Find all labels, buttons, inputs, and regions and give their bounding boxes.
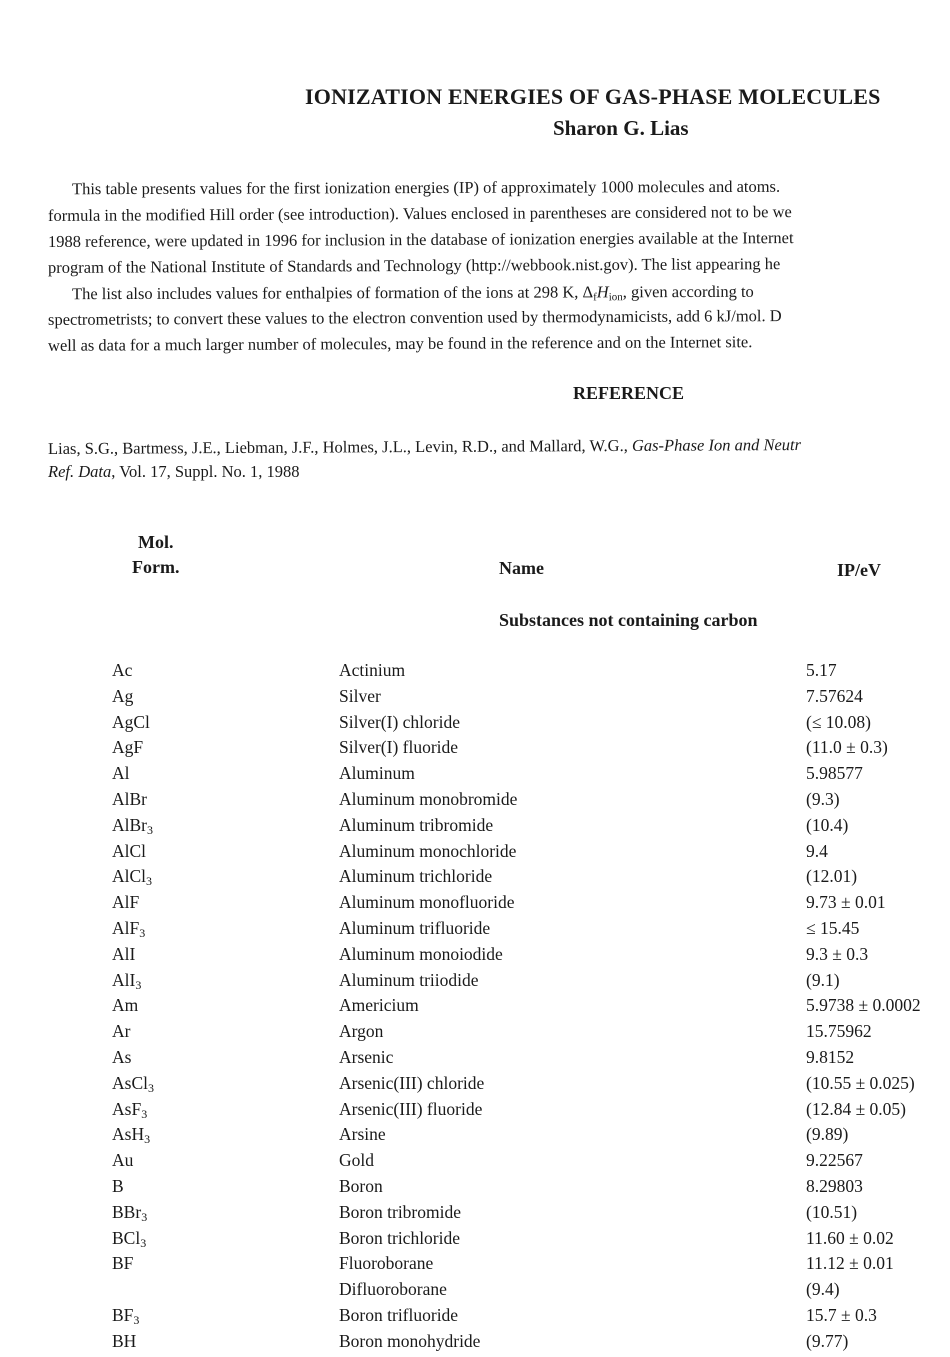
- formula-cell: [112, 1253, 133, 1274]
- ip-cell: 11.60 ± 0.02: [806, 1227, 894, 1248]
- formula-cell: [112, 1021, 130, 1042]
- name-cell: Boron trifluoride: [339, 1304, 459, 1325]
- reference-journal: Ref. Data: [48, 462, 112, 481]
- formula-cell: [112, 686, 133, 707]
- formula-base: Al: [112, 763, 130, 784]
- name-cell: Aluminum monofluoride: [339, 892, 515, 913]
- data-table: [0, 660, 950, 1357]
- enthalpy-symbol: H: [596, 282, 609, 302]
- table-row: [0, 995, 950, 1021]
- table-row: [0, 970, 950, 996]
- formula-subscript: 3: [147, 1080, 154, 1095]
- formula-cell: [112, 995, 138, 1016]
- name-cell: Aluminum triiodide: [339, 969, 479, 990]
- formula-cell: [112, 1099, 147, 1120]
- formula-base: Au: [112, 1150, 134, 1171]
- name-cell: Silver(I) chloride: [339, 711, 460, 732]
- formula-cell: [112, 763, 130, 784]
- formula-base: BCl: [112, 1227, 141, 1248]
- reference-volume: , Vol. 17, Suppl. No. 1, 1988: [111, 462, 300, 481]
- intro-line: formula in the modified Hill order (see introduction). Values enclosed in parentheses are considered not to be we: [47, 202, 792, 225]
- ip-cell: (12.01): [806, 866, 858, 887]
- ip-cell: 9.22567: [806, 1150, 863, 1171]
- enthalpy-subscript: ion: [608, 291, 623, 304]
- formula-cell: [112, 1150, 133, 1171]
- formula-base: AlI: [112, 943, 136, 964]
- formula-cell: [112, 866, 152, 887]
- intro-line: 1988 reference, were updated in 1996 for inclusion in the database of ionization energies available at the Internet: [47, 228, 794, 251]
- name-cell: Silver(I) fluoride: [339, 737, 459, 758]
- formula-subscript: 3: [146, 874, 153, 889]
- column-header-name: Name: [499, 558, 544, 578]
- formula-base: Ar: [112, 1021, 131, 1042]
- name-cell: Aluminum: [339, 763, 415, 784]
- table-row: [0, 1150, 950, 1176]
- ip-cell: 9.8152: [806, 1046, 855, 1067]
- formula-cell: [112, 1047, 131, 1068]
- section-heading: Substances not containing carbon: [499, 610, 758, 630]
- ip-cell: ≤ 15.45: [806, 917, 860, 938]
- name-cell: Difluoroborane: [339, 1279, 447, 1300]
- table-row: [0, 1176, 950, 1202]
- name-cell: Americium: [339, 995, 419, 1016]
- table-row: [0, 686, 950, 712]
- ip-cell: (10.51): [806, 1201, 858, 1222]
- formula-base: AlI: [112, 969, 136, 990]
- formula-cell: [112, 970, 141, 991]
- table-row: [0, 918, 950, 944]
- name-cell: Argon: [339, 1021, 384, 1042]
- formula-cell: [112, 1305, 139, 1326]
- ip-cell: 15.75962: [806, 1021, 872, 1042]
- formula-cell: [112, 944, 135, 965]
- formula-base: AgF: [112, 737, 144, 758]
- table-row: [0, 1073, 950, 1099]
- formula-base: B: [112, 1175, 124, 1196]
- formula-cell: [112, 1331, 136, 1352]
- intro-line: [72, 282, 754, 304]
- ip-cell: (10.55 ± 0.025): [806, 1072, 915, 1093]
- name-cell: Boron monohydride: [339, 1330, 481, 1351]
- intro-line: program of the National Institute of Standards and Technology (http://webbook.nist.gov). The list appearing he: [47, 254, 781, 277]
- table-row: [0, 1253, 950, 1279]
- formula-cell: [112, 892, 139, 913]
- column-header-ip: IP/eV: [837, 560, 881, 580]
- formula-base: Ag: [112, 685, 134, 706]
- intro-line: This table presents values for the first ionization energies (IP) of approximately 1000 molecules and atoms.: [71, 176, 781, 199]
- formula-base: BF: [112, 1253, 134, 1274]
- ip-cell: (≤ 10.08): [806, 711, 872, 732]
- formula-subscript: 3: [139, 925, 146, 940]
- formula-base: AgCl: [112, 711, 150, 732]
- table-row: [0, 737, 950, 763]
- name-cell: Fluoroborane: [339, 1253, 434, 1274]
- table-row: [0, 712, 950, 738]
- ip-cell: 8.29803: [806, 1175, 863, 1196]
- formula-cell: [112, 789, 147, 810]
- formula-cell: [112, 918, 145, 939]
- formula-cell: [112, 660, 132, 681]
- formula-subscript: 3: [133, 1312, 140, 1327]
- formula-subscript: 3: [144, 1132, 151, 1147]
- formula-base: AsH: [112, 1124, 145, 1145]
- formula-subscript: 3: [147, 822, 153, 837]
- formula-subscript: 3: [140, 1235, 147, 1250]
- ip-cell: (12.84 ± 0.05): [806, 1098, 907, 1119]
- ip-cell: (11.0 ± 0.3): [806, 737, 888, 758]
- formula-subscript: 3: [141, 1209, 148, 1224]
- intro-line-text: The list also includes values for enthalpies of formation of the ions at 298 K, Δ: [71, 282, 594, 304]
- formula-cell: [112, 815, 153, 836]
- formula-base: BH: [112, 1330, 137, 1351]
- ip-cell: (9.89): [806, 1124, 849, 1145]
- column-header-form-line2: Form.: [132, 557, 180, 577]
- ip-cell: 5.98577: [806, 763, 863, 784]
- formula-base: AlF: [112, 892, 140, 913]
- name-cell: Arsenic: [339, 1046, 394, 1067]
- formula-base: AsF: [112, 1098, 142, 1119]
- formula-cell: [112, 1124, 150, 1145]
- ip-cell: 5.17: [806, 660, 837, 680]
- name-cell: Actinium: [339, 660, 406, 680]
- formula-base: As: [112, 1046, 132, 1067]
- ip-cell: (9.3): [806, 788, 840, 809]
- intro-line-tail: , given according to: [622, 281, 754, 302]
- formula-base: AlCl: [112, 866, 147, 887]
- ip-cell: 15.7 ± 0.3: [806, 1304, 877, 1325]
- table-row: [0, 1228, 950, 1254]
- ip-cell: 9.4: [806, 840, 828, 861]
- table-row: [0, 944, 950, 970]
- formula-subscript: 3: [141, 1106, 148, 1121]
- reference-title: Gas-Phase Ion and Neutr: [631, 435, 802, 455]
- table-row: [0, 892, 950, 918]
- ip-cell: 9.73 ± 0.01: [806, 892, 886, 913]
- formula-base: AlBr: [112, 814, 147, 835]
- table-row: [0, 1124, 950, 1150]
- table-row: [0, 815, 950, 841]
- formula-base: Ac: [112, 660, 133, 680]
- table-row: [0, 1021, 950, 1047]
- name-cell: Gold: [339, 1150, 374, 1171]
- name-cell: Boron trichloride: [339, 1227, 461, 1248]
- name-cell: Aluminum monochloride: [339, 840, 517, 861]
- reference-heading: REFERENCE: [573, 383, 685, 403]
- formula-base: AlCl: [112, 840, 147, 861]
- formula-cell: [112, 841, 146, 862]
- table-row: [0, 1099, 950, 1125]
- table-row: [0, 789, 950, 815]
- formula-cell: [112, 1176, 124, 1197]
- formula-cell: [112, 737, 143, 758]
- ip-cell: (9.77): [806, 1330, 849, 1351]
- name-cell: Silver: [339, 685, 381, 706]
- name-cell: Aluminum trichloride: [339, 866, 493, 887]
- formula-base: BF: [112, 1304, 134, 1325]
- ip-cell: 11.12 ± 0.01: [806, 1253, 894, 1274]
- table-row: [0, 763, 950, 789]
- ip-cell: (9.4): [806, 1279, 840, 1300]
- name-cell: Arsenic(III) chloride: [339, 1072, 485, 1093]
- formula-base: AlBr: [112, 788, 147, 809]
- formula-cell: [112, 1202, 147, 1223]
- ip-cell: (9.1): [806, 969, 840, 990]
- name-cell: Aluminum monobromide: [339, 788, 518, 809]
- ip-cell: 5.9738 ± 0.0002: [806, 995, 921, 1016]
- delta-subscript: f: [593, 291, 597, 304]
- table-row: [0, 1331, 950, 1357]
- reference-authors: Lias, S.G., Bartmess, J.E., Liebman, J.F., Holmes, J.L., Levin, R.D., and Mallard, W.G.,: [47, 435, 628, 458]
- formula-subscript: 3: [135, 977, 142, 992]
- ip-cell: 9.3 ± 0.3: [806, 943, 869, 964]
- author-name: Sharon G. Lias: [553, 116, 689, 140]
- page-title: IONIZATION ENERGIES OF GAS-PHASE MOLECULES: [305, 84, 881, 109]
- intro-line: well as data for a much larger number of molecules, may be found in the reference and on the Internet site.: [47, 332, 753, 355]
- ip-cell: 7.57624: [806, 685, 863, 706]
- name-cell: Arsine: [339, 1124, 386, 1145]
- column-header-form-line1: Mol.: [138, 532, 174, 552]
- reference-line: [48, 435, 801, 459]
- reference-line: [48, 462, 300, 482]
- table-row: [0, 1279, 950, 1305]
- name-cell: Boron: [339, 1175, 383, 1196]
- table-row: [0, 1047, 950, 1073]
- table-row: [0, 866, 950, 892]
- table-row: [0, 1305, 950, 1331]
- name-cell: Boron tribromide: [339, 1201, 461, 1222]
- name-cell: Aluminum trifluoride: [339, 917, 491, 938]
- table-row: [0, 841, 950, 867]
- name-cell: Arsenic(III) fluoride: [339, 1098, 483, 1119]
- formula-cell: [112, 1073, 154, 1094]
- name-cell: Aluminum monoiodide: [339, 943, 503, 964]
- name-cell: Aluminum tribromide: [339, 814, 494, 835]
- formula-cell: [112, 1228, 146, 1249]
- table-row: [0, 1202, 950, 1228]
- formula-base: AsCl: [112, 1072, 148, 1093]
- intro-line: spectrometrists; to convert these values to the electron convention used by thermodynamicists, add 6 kJ/mol. D: [47, 306, 782, 329]
- formula-base: BBr: [112, 1201, 142, 1222]
- formula-base: Am: [112, 995, 139, 1016]
- table-row: [0, 660, 950, 686]
- formula-base: AlF: [112, 917, 140, 938]
- formula-cell: [112, 712, 150, 733]
- ip-cell: (10.4): [806, 814, 849, 835]
